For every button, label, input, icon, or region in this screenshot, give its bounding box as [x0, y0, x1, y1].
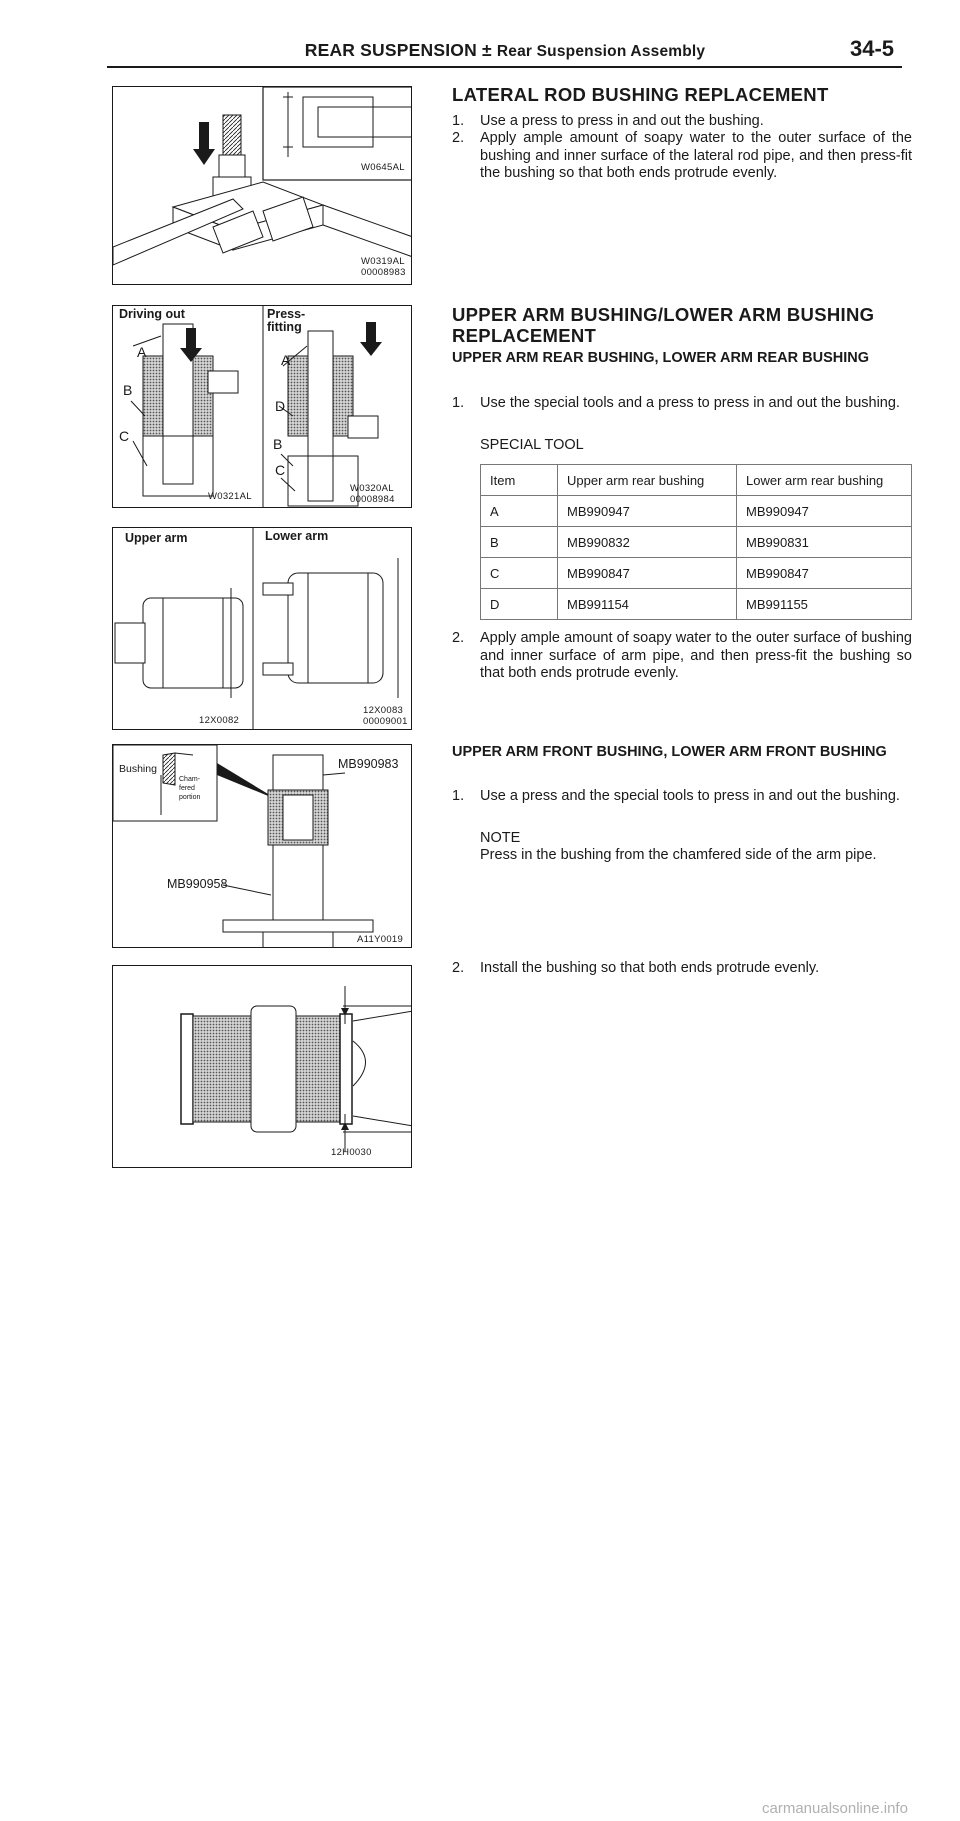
note-label: NOTE [480, 830, 521, 846]
step-number: 1. [452, 788, 465, 804]
table-header: Item [481, 465, 558, 496]
page-number: 34-5 [850, 36, 895, 61]
callout-mb990958: MB990958 [167, 877, 228, 891]
heading-upper-lower-arm: UPPER ARM BUSHING/LOWER ARM BUSHING REPLACEMENT [452, 304, 875, 346]
table-cell: B [481, 527, 558, 558]
step-text: Use a press and the special tools to press in and out the bushing. [480, 788, 900, 804]
letter-b-right: B [273, 436, 283, 452]
figure-id: 00009001 [363, 716, 408, 727]
table-row [481, 496, 912, 527]
heading-lateral-rod: LATERAL ROD BUSHING REPLACEMENT [452, 84, 829, 105]
table-cell: MB990947 [737, 496, 912, 527]
step-number: 1. [452, 395, 465, 411]
figure-arm-bushings [112, 527, 412, 730]
lateral-step-1 [452, 113, 912, 131]
table-cell: MB990832 [558, 527, 737, 558]
figure-rear-bushing-press [112, 305, 412, 508]
figure-code-right: 12X0083 [363, 705, 404, 716]
table-header-row [481, 465, 912, 496]
table-cell: A [481, 496, 558, 527]
step-text: Use the special tools and a press to press in and out the bushing. [480, 395, 900, 411]
figure-id: 00008983 [361, 267, 406, 278]
header-subtitle: Rear Suspension Assembly [496, 43, 706, 60]
step-number: 1. [452, 113, 465, 129]
table-header: Lower arm rear bushing [737, 465, 912, 496]
lateral-step-2 [452, 130, 912, 183]
step-number: 2. [452, 960, 465, 976]
table-row [481, 589, 912, 620]
figure-code: 12H0030 [331, 1147, 372, 1158]
note-text: Press in the bushing from the chamfered side of the arm pipe. [480, 847, 877, 863]
special-tool-table [480, 464, 912, 620]
step-number: 2. [452, 630, 465, 646]
label-lower-arm: Lower arm [265, 529, 329, 543]
step-text: Apply ample amount of soapy water to the outer surface of the bushing and inner surface of the lateral rod pipe, and then press-fit the bushing so that both ends protrude evenly. [480, 130, 912, 181]
letter-a-left: A [137, 344, 147, 360]
rear-bushing-drawing [113, 306, 412, 508]
label-driving-out: Driving out [119, 307, 185, 321]
header-section: REAR SUSPENSION ± [304, 40, 492, 60]
step-number: 2. [452, 130, 465, 146]
figure-code-left: W0321AL [208, 491, 252, 502]
front-step-2 [452, 960, 912, 978]
header-rule [107, 66, 902, 68]
table-cell: MB990847 [558, 558, 737, 589]
figure-id: 00008984 [350, 494, 395, 505]
footer-watermark: carmanualsonline.info [762, 1800, 908, 1817]
letter-d-right: D [275, 398, 286, 414]
page-header-title [270, 40, 740, 61]
step-text: Use a press to press in and out the bushing. [480, 113, 764, 129]
figure-code: A11Y0019 [357, 934, 404, 945]
figure-code-inset: W0645AL [361, 162, 405, 173]
table-cell: MB991154 [558, 589, 737, 620]
letter-b-left: B [123, 382, 133, 398]
table-row [481, 527, 912, 558]
table-cell: D [481, 589, 558, 620]
label-press-fitting: Press- fitting [267, 307, 306, 334]
table-header: Upper arm rear bushing [558, 465, 737, 496]
step-text: Apply ample amount of soapy water to the outer surface of bushing and inner surface of arm pipe, and then press-fit the bushing so that both ends protrude evenly. [480, 630, 912, 681]
inset-note-chamfered: Cham- fered portion [179, 776, 201, 801]
table-row [481, 558, 912, 589]
bushing-install-drawing [113, 966, 412, 1168]
step-text: Install the bushing so that both ends protrude evenly. [480, 960, 820, 976]
table-cell: MB991155 [737, 589, 912, 620]
table-cell: MB990847 [737, 558, 912, 589]
callout-mb990983: MB990983 [338, 757, 399, 771]
figure-code-right: W0320AL [350, 483, 394, 494]
table-cell: C [481, 558, 558, 589]
special-tool-label: SPECIAL TOOL [480, 437, 584, 453]
subheading-rear-bushing: UPPER ARM REAR BUSHING, LOWER ARM REAR BUSHING [452, 350, 870, 366]
inset-label-bushing: Bushing [119, 763, 157, 775]
table-cell: MB990831 [737, 527, 912, 558]
letter-a-right: A [281, 352, 291, 368]
figure-lateral-rod-press [112, 86, 412, 285]
letter-c-right: C [275, 462, 286, 478]
subheading-front-bushing: UPPER ARM FRONT BUSHING, LOWER ARM FRONT BUSHING [452, 744, 887, 760]
figure-code: W0319AL [361, 256, 405, 267]
label-upper-arm: Upper arm [125, 531, 188, 545]
figure-code-left: 12X0082 [199, 715, 240, 726]
rear-step-1 [452, 395, 912, 413]
figure-front-bushing-tools [112, 744, 412, 948]
front-step-1 [452, 788, 912, 806]
figure-bushing-install [112, 965, 412, 1168]
front-bushing-drawing [113, 745, 412, 948]
rear-step-2 [452, 630, 912, 683]
arm-bushings-drawing [113, 528, 412, 730]
table-cell: MB990947 [558, 496, 737, 527]
letter-c-left: C [119, 428, 130, 444]
